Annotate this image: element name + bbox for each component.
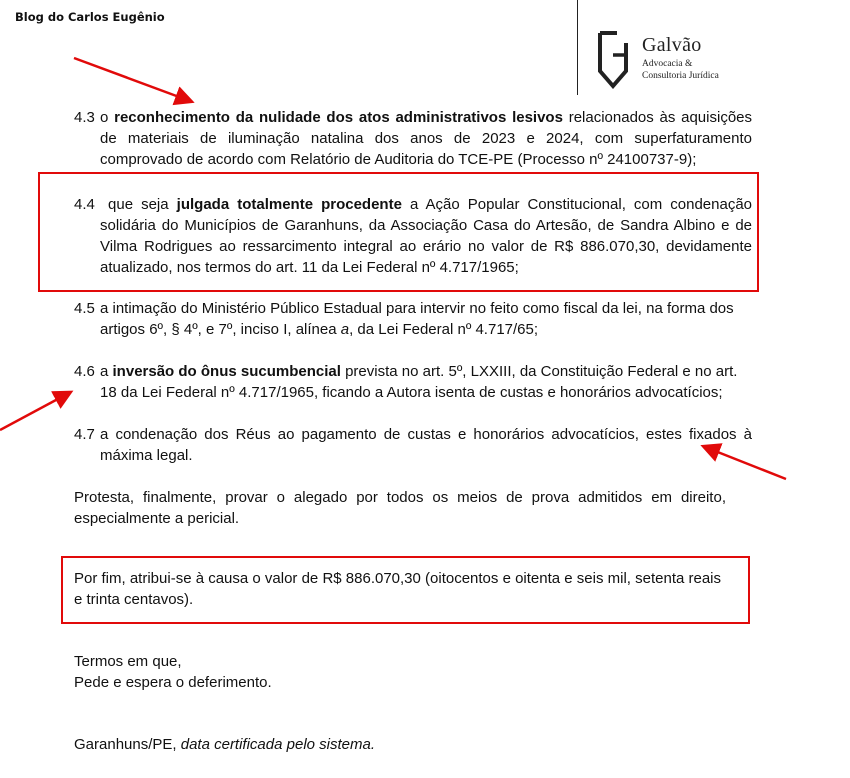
- arrow-to-item-4-3-icon: [74, 58, 190, 101]
- item-4-6: 4.6 a inversão do ônus sucumbencial prevista no art. 5º, LXXIII, da Constituição Federal e no art. 18 da Lei Federal nº 4.717/1965, ficando a Autora isenta de custas e honorários advocatícios;: [74, 363, 738, 401]
- item-4-4: 4.4 que seja julgada totalmente procedente a Ação Popular Constitucional, com condenação solidária do Municípios de Garanhuns, da Associação Casa do Artesão, de Sandra Albino e de Vilma Rodrigues ao ressarcimento integral ao erário no valor de R$ 886.070,30, devidamente atualizado, nos termos do art. 11 da Lei Federal nº 4.717/1965;: [74, 196, 753, 276]
- item-number: 4.6: [74, 363, 95, 380]
- item-number: 4.5: [74, 300, 95, 317]
- item-number: 4.3: [74, 109, 95, 126]
- item-4-5: 4.5 a intimação do Ministério Público Estadual para intervir no feito como fiscal da lei, na forma dos artigos 6º, § 4º, e 7º, inciso I, alínea a, da Lei Federal nº 4.717/65;: [74, 300, 734, 338]
- closing-line1: Termos em que,: [74, 653, 182, 670]
- logo-subtitle-line2: Consultoria Jurídica: [642, 71, 719, 81]
- closing-line2: Pede e espera o deferimento.: [74, 674, 272, 691]
- item-4-7: 4.7 a condenação dos Réus ao pagamento de custas e honorários advocatícios, estes fixados à máxima legal.: [74, 426, 752, 464]
- valor-da-causa-paragraph: Por fim, atribui-se à causa o valor de R$ 886.070,30 (oitocentos e oitenta e seis mil, setenta reais e trinta centavos).: [74, 570, 722, 608]
- blog-watermark: Blog do Carlos Eugênio: [15, 10, 165, 24]
- item-number: 4.4: [74, 196, 95, 213]
- logo-subtitle-line1: Advocacia &: [642, 59, 693, 69]
- protesta-paragraph: Protesta, finalmente, provar o alegado por todos os meios de prova admitidos em direito, especialmente a pericial.: [74, 489, 726, 527]
- arrow-to-item-4-7-icon: [705, 447, 786, 479]
- arrow-to-item-4-6-icon: [0, 393, 69, 430]
- logo-name: Galvão: [642, 34, 702, 56]
- item-4-3: 4.3 o reconhecimento da nulidade dos atos administrativos lesivos relacionados às aquisições de materiais de iluminação natalina dos anos de 2023 e 2024, com superfaturamento comprovado de acordo com Relatório de Auditoria do TCE-PE (Processo nº 24100737-9);: [74, 109, 753, 168]
- place-date-line: Garanhuns/PE, data certificada pelo sistema.: [74, 736, 376, 753]
- item-number: 4.7: [74, 426, 95, 443]
